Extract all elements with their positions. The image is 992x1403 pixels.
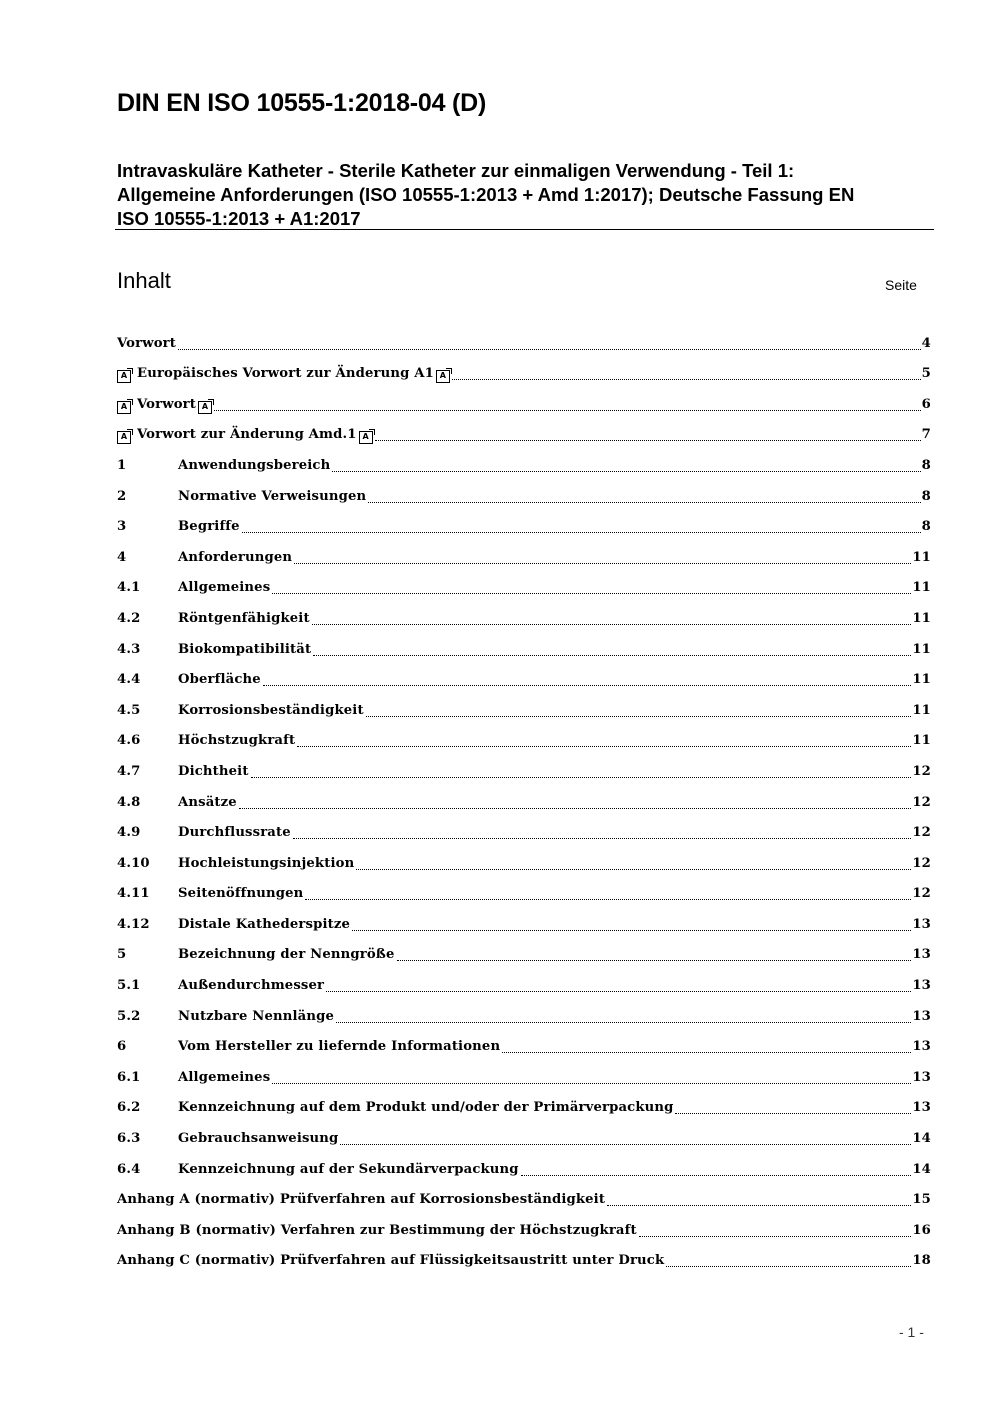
toc-entry[interactable] xyxy=(117,628,931,659)
toc-entry-page: 7 xyxy=(921,427,931,443)
toc-entry-number: 6.3 xyxy=(117,1131,141,1147)
toc-entry[interactable] xyxy=(117,995,931,1026)
toc-entry[interactable] xyxy=(117,873,931,904)
toc-entry-label: Korrosionsbeständigkeit xyxy=(178,702,364,718)
toc-entry[interactable] xyxy=(117,506,931,537)
toc-entry[interactable] xyxy=(117,597,931,628)
toc-entry-title xyxy=(178,549,292,567)
toc-entry-page: 13 xyxy=(912,1039,931,1055)
toc-entry-number: 5 xyxy=(117,947,127,963)
toc-entry-number: 4.9 xyxy=(117,825,141,841)
amendment-end-marker-icon: A xyxy=(436,370,450,383)
toc-entry-label: Dichtheit xyxy=(178,763,249,779)
dot-leader xyxy=(272,593,911,594)
dot-leader xyxy=(366,716,912,717)
toc-entry-number: 4.10 xyxy=(117,855,150,871)
dot-leader xyxy=(326,991,911,992)
toc-entry-page: 14 xyxy=(912,1131,931,1147)
toc-entry[interactable] xyxy=(117,536,931,567)
toc-entry-title xyxy=(178,488,366,506)
toc-entry-title xyxy=(117,396,212,414)
toc-entry-page: 12 xyxy=(912,886,931,902)
toc-entry-label: Nutzbare Nennlänge xyxy=(178,1008,334,1024)
dot-leader xyxy=(242,532,921,533)
toc-entry-number: 2 xyxy=(117,488,127,504)
subtitle-line: ISO 10555-1:2013 + A1:2017 xyxy=(117,208,361,229)
toc-entry-page: 11 xyxy=(912,702,931,718)
toc-entry-label: Vorwort zur Änderung Amd.1 xyxy=(137,427,357,443)
toc-entry-label: Anforderungen xyxy=(178,549,293,565)
amendment-start-marker-icon: A xyxy=(117,370,131,383)
toc-entry-page: 11 xyxy=(912,549,931,565)
dot-leader xyxy=(178,349,921,350)
dot-leader xyxy=(332,471,920,472)
toc-entry-label: Normative Verweisungen xyxy=(178,488,367,504)
toc-entry-title xyxy=(117,335,176,353)
toc-entry-page: 14 xyxy=(912,1161,931,1177)
toc-entry[interactable] xyxy=(117,353,931,384)
toc-heading: Inhalt xyxy=(117,268,171,293)
toc-entry[interactable] xyxy=(117,1148,931,1179)
toc-entry-label: Kennzeichnung auf der Sekundärverpackung xyxy=(178,1161,519,1177)
dot-leader xyxy=(352,930,911,931)
toc-entry-title xyxy=(178,610,310,628)
dot-leader xyxy=(239,808,912,809)
toc-entry-label: Anhang A (normativ) Prüfverfahren auf Korrosionsbeständigkeit xyxy=(117,1192,606,1208)
toc-entry-label: Durchflussrate xyxy=(178,825,291,841)
toc-entry-title xyxy=(178,824,291,842)
toc-entry[interactable] xyxy=(117,444,931,475)
dot-leader xyxy=(452,379,921,380)
toc-entry-page: 11 xyxy=(912,580,931,596)
toc-entry-page: 4 xyxy=(921,335,931,351)
subtitle-line: Allgemeine Anforderungen (ISO 10555-1:2013 + Amd 1:2017); Deutsche Fassung EN xyxy=(117,184,855,205)
toc-entry-title xyxy=(178,641,311,659)
toc-entry-title xyxy=(178,1038,500,1056)
toc-entry-number: 4.11 xyxy=(117,886,150,902)
toc-entry-page: 15 xyxy=(912,1192,931,1208)
amendment-end-marker-icon: A xyxy=(198,401,212,414)
toc-entry[interactable] xyxy=(117,414,931,445)
dot-leader xyxy=(313,655,911,656)
dot-leader xyxy=(521,1175,912,1176)
toc-entry-label: Ansätze xyxy=(178,794,237,810)
toc-entry-title xyxy=(178,1161,519,1179)
toc-entry-page: 12 xyxy=(912,855,931,871)
dot-leader xyxy=(305,899,911,900)
toc-entry-number: 5.1 xyxy=(117,978,141,994)
toc-entry-page: 11 xyxy=(912,733,931,749)
toc-entry-page: 8 xyxy=(921,457,931,473)
document-subtitle xyxy=(117,159,932,231)
toc-entry[interactable] xyxy=(117,720,931,751)
toc-entry-label: Biokompatibilität xyxy=(178,641,312,657)
toc-entry-label: Allgemeines xyxy=(178,1069,271,1085)
toc-entry-label: Begriffe xyxy=(178,519,240,535)
toc-entry-page: 11 xyxy=(912,672,931,688)
toc-entry-title xyxy=(117,365,450,383)
toc-entry[interactable] xyxy=(117,934,931,965)
toc-entry-number: 4.12 xyxy=(117,916,150,932)
dot-leader xyxy=(397,960,912,961)
toc-entry[interactable] xyxy=(117,781,931,812)
toc-entry-label: Vorwort xyxy=(117,335,177,351)
toc-entry-label: Oberfläche xyxy=(178,672,261,688)
toc-entry-label: Hochleistungsinjektion xyxy=(178,855,355,871)
toc-entry-number: 4.5 xyxy=(117,702,141,718)
dot-leader xyxy=(356,869,911,870)
dot-leader xyxy=(666,1266,911,1267)
toc-entry-number: 3 xyxy=(117,519,127,535)
toc-entry-number: 4.6 xyxy=(117,733,141,749)
toc-entry-page: 13 xyxy=(912,978,931,994)
dot-leader xyxy=(375,440,921,441)
toc-entry-label: Außendurchmesser xyxy=(178,978,325,994)
toc-entry-label: Gebrauchsanweisung xyxy=(178,1131,339,1147)
dot-leader xyxy=(294,563,911,564)
toc-entry-title xyxy=(178,855,354,873)
toc-entry-page: 18 xyxy=(912,1253,931,1269)
toc-entry-page: 12 xyxy=(912,794,931,810)
toc-entry-page: 13 xyxy=(912,916,931,932)
toc-entry[interactable] xyxy=(117,322,931,353)
dot-leader xyxy=(502,1052,911,1053)
amendment-end-marker-icon: A xyxy=(359,431,373,444)
toc-entry-number: 1 xyxy=(117,457,127,473)
toc-entry-title xyxy=(178,794,237,812)
dot-leader xyxy=(368,502,920,503)
toc-entry[interactable] xyxy=(117,903,931,934)
toc-entry-label: Seitenöffnungen xyxy=(178,886,304,902)
toc-entry[interactable] xyxy=(117,1026,931,1057)
dot-leader xyxy=(607,1205,911,1206)
toc-entry-title xyxy=(178,518,240,536)
dot-leader xyxy=(336,1022,911,1023)
toc-entry[interactable] xyxy=(117,842,931,873)
toc-entry-label: Kennzeichnung auf dem Produkt und/oder der Primärverpackung xyxy=(178,1100,674,1116)
toc-entry-title xyxy=(178,977,324,995)
toc-entry-label: Bezeichnung der Nenngröße xyxy=(178,947,395,963)
toc-entry-number: 6.2 xyxy=(117,1100,141,1116)
toc-entry[interactable] xyxy=(117,689,931,720)
toc-entry[interactable] xyxy=(117,659,931,690)
toc-entry-page: 8 xyxy=(921,519,931,535)
amendment-start-marker-icon: A xyxy=(117,431,131,444)
toc-entry-title xyxy=(117,1252,664,1270)
toc-entry-label: Allgemeines xyxy=(178,580,271,596)
toc-entry-title xyxy=(117,1191,605,1209)
toc-entry-label: Höchstzugkraft xyxy=(178,733,296,749)
toc-entry-title xyxy=(178,579,270,597)
toc-entry-title xyxy=(117,1222,637,1240)
toc-entry-page: 11 xyxy=(912,610,931,626)
toc-entry-number: 4.2 xyxy=(117,610,141,626)
toc-entry-label: Vom Hersteller zu liefernde Informationen xyxy=(178,1039,501,1055)
toc-entry-page: 16 xyxy=(912,1222,931,1238)
page-number: - 1 - xyxy=(899,1324,924,1340)
dot-leader xyxy=(272,1083,911,1084)
document-title: DIN EN ISO 10555-1:2018-04 (D) xyxy=(117,89,487,117)
toc-entry[interactable] xyxy=(117,964,931,995)
dot-leader xyxy=(293,838,912,839)
dot-leader xyxy=(340,1144,911,1145)
toc-entry-title xyxy=(178,1069,270,1087)
toc-entry-title xyxy=(178,702,364,720)
toc-entry[interactable] xyxy=(117,1240,931,1271)
title-divider xyxy=(115,229,934,230)
page-column-label: Seite xyxy=(885,277,917,293)
toc-entry-page: 13 xyxy=(912,1069,931,1085)
toc-entry-number: 6.1 xyxy=(117,1069,141,1085)
toc-entry-title xyxy=(178,1008,334,1026)
toc-entry-number: 6.4 xyxy=(117,1161,141,1177)
toc-entry-number: 5.2 xyxy=(117,1008,141,1024)
toc-entry[interactable] xyxy=(117,475,931,506)
toc-entry-page: 8 xyxy=(921,488,931,504)
toc-entry[interactable] xyxy=(117,1209,931,1240)
toc-entry-label: Vorwort xyxy=(137,396,197,412)
toc-entry-page: 12 xyxy=(912,763,931,779)
toc-entry-page: 11 xyxy=(912,641,931,657)
toc-entry-title xyxy=(178,671,261,689)
dot-leader xyxy=(675,1113,911,1114)
toc-entry-number: 4.4 xyxy=(117,672,141,688)
toc-entry[interactable] xyxy=(117,1179,931,1210)
toc-entry-title xyxy=(178,457,330,475)
dot-leader xyxy=(297,746,911,747)
toc-entry-page: 13 xyxy=(912,1008,931,1024)
toc-entry-title xyxy=(178,946,395,964)
toc-entry-number: 4.8 xyxy=(117,794,141,810)
toc-entry-title xyxy=(178,916,350,934)
toc-entry-title xyxy=(178,732,295,750)
dot-leader xyxy=(312,624,912,625)
toc-entry-label: Anwendungsbereich xyxy=(178,457,331,473)
dot-leader xyxy=(639,1236,912,1237)
toc-entry-page: 12 xyxy=(912,825,931,841)
toc-entry-label: Anhang B (normativ) Verfahren zur Bestimmung der Höchstzugkraft xyxy=(117,1222,637,1238)
toc-entry-title xyxy=(178,1130,338,1148)
dot-leader xyxy=(251,777,912,778)
dot-leader xyxy=(214,410,921,411)
toc-entry-label: Röntgenfähigkeit xyxy=(178,610,310,626)
toc-entry-label: Distale Kathederspitze xyxy=(178,916,351,932)
toc-entry-page: 5 xyxy=(921,366,931,382)
toc-entry[interactable] xyxy=(117,750,931,781)
toc-entry[interactable] xyxy=(117,1087,931,1118)
toc-entry-label: Europäisches Vorwort zur Änderung A1 xyxy=(137,366,434,382)
toc-entry-page: 6 xyxy=(921,396,931,412)
toc-entry-number: 4.3 xyxy=(117,641,141,657)
toc-entry-number: 6 xyxy=(117,1039,127,1055)
toc-entry-page: 13 xyxy=(912,1100,931,1116)
toc-entry[interactable] xyxy=(117,383,931,414)
toc-entry[interactable] xyxy=(117,1056,931,1087)
dot-leader xyxy=(263,685,912,686)
toc-entry-page: 13 xyxy=(912,947,931,963)
toc-entry-number: 4 xyxy=(117,549,127,565)
toc-entry-number: 4.1 xyxy=(117,580,141,596)
amendment-start-marker-icon: A xyxy=(117,401,131,414)
toc-entry-title xyxy=(178,763,249,781)
toc-entry[interactable] xyxy=(117,812,931,843)
subtitle-line: Intravaskuläre Katheter - Sterile Katheter zur einmaligen Verwendung - Teil 1: xyxy=(117,160,795,181)
toc-entry-label: Anhang C (normativ) Prüfverfahren auf Flüssigkeitsaustritt unter Druck xyxy=(117,1253,665,1269)
toc-entry-title xyxy=(178,885,303,903)
toc-entry-title xyxy=(178,1099,673,1117)
toc-entry-title xyxy=(117,426,373,444)
toc-entry[interactable] xyxy=(117,1117,931,1148)
table-of-contents xyxy=(117,322,931,1270)
toc-entry[interactable] xyxy=(117,567,931,598)
toc-entry-number: 4.7 xyxy=(117,763,141,779)
